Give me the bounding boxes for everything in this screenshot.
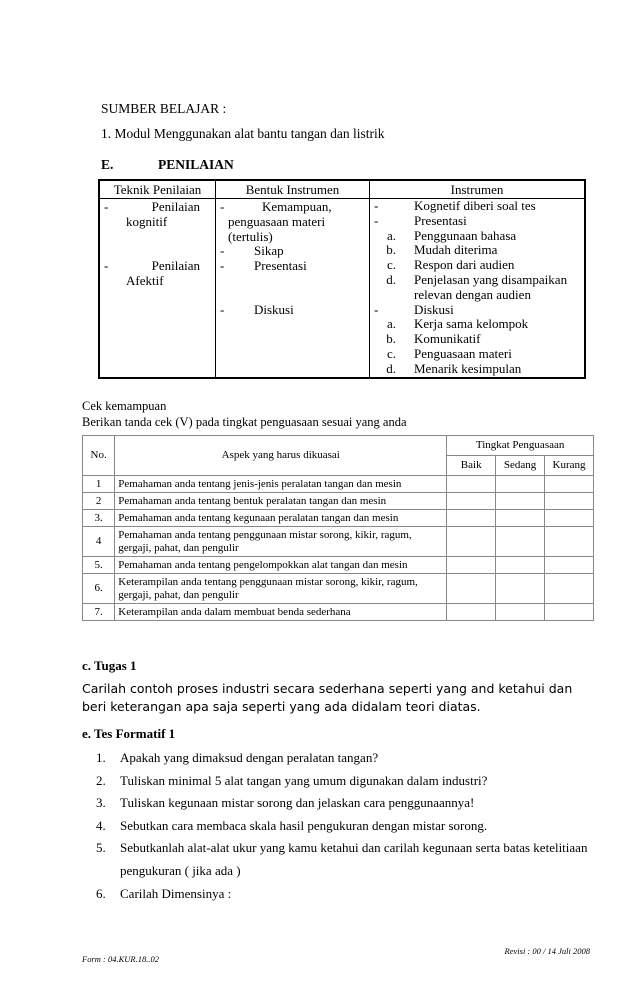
table-row (83, 476, 594, 493)
list-item (96, 860, 587, 883)
bentuk-item: - Diskusi (220, 302, 294, 317)
row-aspek: Pemahaman anda tentang bentuk peralatan tangan dan mesin (115, 493, 447, 510)
cek-header-sedang: Sedang (496, 456, 545, 476)
penilaian-title: PENILAIAN (158, 157, 234, 172)
sumber-item: 1. Modul Menggunakan alat bantu tangan dan listrik (101, 126, 385, 141)
list-item (96, 770, 587, 793)
bentuk-item: - Kemampuan, penguasaan materi (tertulis) (220, 199, 332, 244)
instrumen-item: c. Respon dari audien (386, 257, 515, 273)
cek-header-aspek: Aspek yang harus dikuasai (115, 436, 447, 476)
instrumen-item: a. Penggunaan bahasa (386, 227, 517, 243)
check-cell-sedang[interactable] (496, 510, 545, 527)
row-no: 7. (83, 604, 115, 621)
penilaian-letter: E. (101, 157, 114, 172)
item-text: Tuliskan minimal 5 alat tangan yang umum digunakan dalam industri? (120, 772, 488, 788)
tugas-heading: c. Tugas 1 (82, 658, 137, 673)
instrumen-item: - Diskusi (374, 301, 454, 317)
header-bentuk: Bentuk Instrumen (216, 180, 370, 199)
table-row (83, 604, 594, 621)
instrumen-item: d. Menarik kesimpulan (386, 360, 522, 376)
bentuk-item: - Sikap (220, 243, 284, 258)
check-cell-baik[interactable] (447, 574, 496, 604)
row-no: 2 (83, 493, 115, 510)
check-cell-sedang[interactable] (496, 557, 545, 574)
check-cell-baik[interactable] (447, 476, 496, 493)
item-number: 1. (96, 750, 106, 765)
list-item (96, 815, 587, 838)
bentuk-item: - Presentasi (220, 258, 307, 273)
table-row (83, 574, 594, 604)
table-row (83, 510, 594, 527)
item-text: Sebutkan cara membaca skala hasil pengukuran dengan mistar sorong. (120, 817, 488, 833)
instrumen-item: d. Penjelasan yang disampaikan relevan dengan audien (386, 271, 568, 302)
item-number: 5. (96, 840, 106, 856)
penilaian-table (98, 179, 586, 379)
list-item (96, 792, 587, 815)
cek-header-baik: Baik (447, 456, 496, 476)
cek-instruction: Berikan tanda cek (V) pada tingkat penguasaan sesuai yang anda (82, 415, 407, 429)
teknik-cell (99, 199, 216, 378)
cek-title: Cek kemampuan (82, 399, 167, 413)
cek-table (82, 435, 594, 621)
check-cell-kurang[interactable] (545, 493, 594, 510)
tugas-text: Carilah contoh proses industri secara sederhana seperti yang and ketahui dan beri keterangan apa saja seperti yang ada didalam teori diatas. (82, 681, 573, 714)
item-text: Apakah yang dimaksud dengan peralatan tangan? (120, 750, 379, 765)
check-cell-sedang[interactable] (496, 574, 545, 604)
list-item (96, 747, 587, 770)
check-cell-baik[interactable] (447, 527, 496, 557)
table-row (83, 493, 594, 510)
teknik-item: - Penilaian kognitif (104, 199, 200, 229)
check-cell-baik[interactable] (447, 510, 496, 527)
instrumen-item: a. Kerja sama kelompok (386, 316, 529, 332)
check-cell-kurang[interactable] (545, 510, 594, 527)
check-cell-baik[interactable] (447, 604, 496, 621)
item-text: Tuliskan kegunaan mistar sorong dan jelaskan cara penggunaannya! (120, 795, 475, 811)
cek-header-no: No. (83, 436, 115, 476)
check-cell-sedang[interactable] (496, 527, 545, 557)
row-aspek: Pemahaman anda tentang kegunaan peralatan tangan dan mesin (115, 510, 447, 527)
header-instrumen: Instrumen (370, 180, 586, 199)
list-item (96, 883, 587, 906)
row-no: 5. (83, 557, 115, 574)
bentuk-cell (216, 199, 370, 378)
item-text: Carilah Dimensinya : (120, 885, 232, 901)
item-number: 6. (96, 885, 106, 901)
row-no: 4 (83, 527, 115, 557)
check-cell-kurang[interactable] (545, 604, 594, 621)
item-number: 2. (96, 772, 106, 788)
item-number: 4. (96, 817, 106, 833)
sumber-heading: SUMBER BELAJAR : (101, 101, 227, 116)
row-aspek: Pemahaman anda tentang jenis-jenis peralatan tangan dan mesin (115, 476, 447, 493)
instrumen-list (374, 199, 580, 377)
check-cell-baik[interactable] (447, 493, 496, 510)
instrumen-item: c. Penguasaan materi (386, 345, 512, 361)
cek-header-tingkat: Tingkat Penguasaan (447, 436, 594, 456)
instrumen-cell (370, 199, 586, 378)
footer-right: Revisi : 00 / 14 Juli 2008 (504, 946, 590, 956)
check-cell-kurang[interactable] (545, 527, 594, 557)
row-aspek: Pemahaman anda tentang penggunaan mistar sorong, kikir, ragum, gergaji, pahat, dan pengulir (115, 527, 447, 557)
row-no: 1 (83, 476, 115, 493)
row-aspek: Keterampilan anda dalam membuat benda sederhana (115, 604, 447, 621)
row-no: 6. (83, 574, 115, 604)
check-cell-kurang[interactable] (545, 557, 594, 574)
table-row (83, 527, 594, 557)
row-no: 3. (83, 510, 115, 527)
check-cell-sedang[interactable] (496, 604, 545, 621)
instrumen-item: b. Komunikatif (386, 331, 481, 347)
item-text: pengukuran ( jika ada ) (120, 862, 241, 878)
check-cell-sedang[interactable] (496, 476, 545, 493)
row-aspek: Keterampilan anda tentang penggunaan mistar sorong, kikir, ragum, gergaji, pahat, dan pengulir (115, 574, 447, 604)
tes-heading: e. Tes Formatif 1 (82, 726, 176, 741)
instrumen-item: - Presentasi (374, 212, 467, 228)
row-aspek: Pemahaman anda tentang pengelompokkan alat tangan dan mesin (115, 557, 447, 574)
cek-header-kurang: Kurang (545, 456, 594, 476)
item-text: Sebutkanlah alat-alat ukur yang kamu ketahui dan carilah kegunaan serta batas ketelitiaan (120, 840, 588, 856)
check-cell-kurang[interactable] (545, 476, 594, 493)
check-cell-baik[interactable] (447, 557, 496, 574)
instrumen-item: b. Mudah diterima (386, 242, 498, 258)
table-row (83, 557, 594, 574)
check-cell-kurang[interactable] (545, 574, 594, 604)
header-teknik: Teknik Penilaian (99, 180, 216, 199)
footer-left: Form : 04.KUR.18..02 (82, 954, 159, 964)
instrumen-item: - Kognetif diberi soal tes (374, 198, 536, 213)
item-number: 3. (96, 795, 106, 811)
teknik-item: - Penilaian Afektif (104, 258, 200, 288)
check-cell-sedang[interactable] (496, 493, 545, 510)
tes-list (96, 747, 587, 905)
list-item (96, 837, 587, 860)
